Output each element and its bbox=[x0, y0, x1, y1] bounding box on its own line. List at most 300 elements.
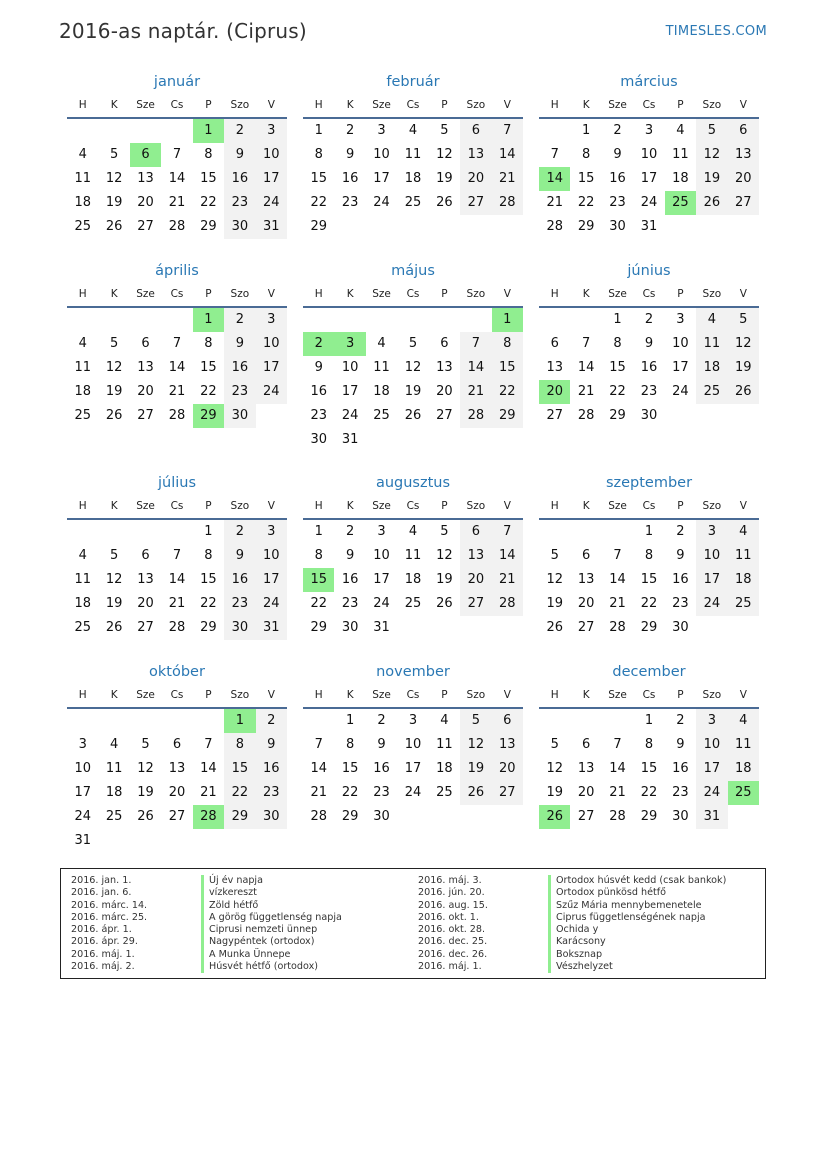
day-cell[interactable]: 18 bbox=[404, 171, 422, 186]
day-cell[interactable]: 21 bbox=[492, 167, 523, 191]
day-cell[interactable]: 14 bbox=[310, 761, 327, 776]
day-cell[interactable]: 26 bbox=[546, 620, 563, 635]
day-cell[interactable]: 22 bbox=[341, 785, 359, 800]
day-cell[interactable]: 22 bbox=[577, 195, 595, 210]
day-cell[interactable]: 5 bbox=[109, 147, 119, 162]
day-cell[interactable]: 4 bbox=[408, 524, 418, 539]
day-cell[interactable]: 8 bbox=[345, 737, 355, 752]
day-cell[interactable]: 5 bbox=[440, 524, 449, 539]
day-cell[interactable]: 13 bbox=[137, 572, 154, 587]
day-cell[interactable]: 9 bbox=[224, 143, 255, 167]
day-cell[interactable]: 20 bbox=[436, 384, 453, 399]
day-cell[interactable]: 20 bbox=[137, 195, 154, 210]
day-cell[interactable]: 10 bbox=[640, 147, 658, 162]
day-cell[interactable]: 13 bbox=[460, 544, 491, 568]
day-cell[interactable]: 24 bbox=[696, 781, 727, 805]
day-cell[interactable]: 4 bbox=[728, 520, 759, 544]
day-cell[interactable]: 3 bbox=[377, 524, 386, 539]
day-cell[interactable]: 12 bbox=[436, 548, 453, 563]
day-cell[interactable]: 9 bbox=[224, 332, 255, 356]
day-cell[interactable]: 1 bbox=[492, 308, 523, 332]
day-cell[interactable]: 14 bbox=[539, 167, 570, 191]
day-cell[interactable]: 20 bbox=[577, 596, 595, 611]
day-cell[interactable]: 6 bbox=[172, 737, 182, 752]
day-cell[interactable]: 15 bbox=[224, 757, 255, 781]
day-cell[interactable]: 23 bbox=[672, 785, 689, 800]
day-cell[interactable]: 28 bbox=[460, 404, 491, 428]
day-cell[interactable]: 29 bbox=[492, 404, 523, 428]
day-cell[interactable]: 17 bbox=[696, 757, 727, 781]
day-cell[interactable]: 1 bbox=[644, 713, 654, 728]
day-cell[interactable]: 13 bbox=[546, 360, 563, 375]
brand-link[interactable]: TIMESLES.COM bbox=[665, 24, 767, 39]
day-cell[interactable]: 26 bbox=[105, 219, 123, 234]
day-cell[interactable]: 7 bbox=[314, 737, 323, 752]
day-cell[interactable]: 29 bbox=[577, 219, 595, 234]
day-cell[interactable]: 23 bbox=[609, 195, 626, 210]
day-cell[interactable]: 28 bbox=[492, 592, 523, 616]
day-cell[interactable]: 21 bbox=[168, 195, 186, 210]
day-cell[interactable]: 24 bbox=[404, 785, 422, 800]
day-cell[interactable]: 3 bbox=[334, 332, 365, 356]
day-cell[interactable]: 26 bbox=[105, 620, 123, 635]
day-cell[interactable]: 15 bbox=[492, 356, 523, 380]
day-cell[interactable]: 20 bbox=[460, 167, 491, 191]
day-cell[interactable]: 22 bbox=[200, 384, 217, 399]
day-cell[interactable]: 5 bbox=[460, 709, 491, 733]
day-cell[interactable]: 11 bbox=[696, 332, 727, 356]
day-cell[interactable]: 21 bbox=[310, 785, 327, 800]
day-cell[interactable]: 19 bbox=[404, 384, 422, 399]
day-cell[interactable]: 19 bbox=[105, 195, 123, 210]
day-cell[interactable]: 1 bbox=[193, 119, 224, 143]
day-cell[interactable]: 2 bbox=[345, 123, 355, 138]
day-cell[interactable]: 13 bbox=[728, 143, 759, 167]
day-cell[interactable]: 27 bbox=[460, 592, 491, 616]
day-cell[interactable]: 30 bbox=[256, 805, 287, 829]
day-cell[interactable]: 5 bbox=[141, 737, 150, 752]
day-cell[interactable]: 19 bbox=[436, 171, 453, 186]
day-cell[interactable]: 16 bbox=[672, 761, 689, 776]
day-cell[interactable]: 5 bbox=[440, 123, 449, 138]
day-cell[interactable]: 31 bbox=[640, 219, 658, 234]
day-cell[interactable]: 1 bbox=[314, 123, 323, 138]
day-cell[interactable]: 6 bbox=[141, 336, 150, 351]
day-cell[interactable]: 15 bbox=[577, 171, 595, 186]
day-cell[interactable]: 8 bbox=[492, 332, 523, 356]
day-cell[interactable]: 13 bbox=[492, 733, 523, 757]
day-cell[interactable]: 16 bbox=[672, 572, 689, 587]
day-cell[interactable]: 23 bbox=[341, 195, 359, 210]
day-cell[interactable]: 3 bbox=[644, 123, 654, 138]
day-cell[interactable]: 13 bbox=[436, 360, 453, 375]
day-cell[interactable]: 12 bbox=[137, 761, 154, 776]
day-cell[interactable]: 11 bbox=[74, 171, 91, 186]
day-cell[interactable]: 8 bbox=[581, 147, 591, 162]
day-cell[interactable]: 26 bbox=[728, 380, 759, 404]
day-cell[interactable]: 20 bbox=[460, 568, 491, 592]
day-cell[interactable]: 30 bbox=[341, 620, 359, 635]
day-cell[interactable]: 31 bbox=[74, 833, 91, 848]
day-cell[interactable]: 8 bbox=[204, 147, 213, 162]
day-cell[interactable]: 7 bbox=[581, 336, 591, 351]
day-cell[interactable]: 14 bbox=[168, 360, 186, 375]
day-cell[interactable]: 10 bbox=[341, 360, 359, 375]
day-cell[interactable]: 20 bbox=[539, 380, 570, 404]
day-cell[interactable]: 30 bbox=[672, 809, 689, 824]
day-cell[interactable]: 27 bbox=[460, 191, 491, 215]
day-cell[interactable]: 2 bbox=[644, 312, 654, 327]
day-cell[interactable]: 18 bbox=[672, 171, 689, 186]
day-cell[interactable]: 27 bbox=[436, 408, 453, 423]
day-cell[interactable]: 7 bbox=[172, 548, 182, 563]
day-cell[interactable]: 6 bbox=[460, 520, 491, 544]
day-cell[interactable]: 16 bbox=[224, 356, 255, 380]
day-cell[interactable]: 18 bbox=[105, 785, 123, 800]
day-cell[interactable]: 23 bbox=[224, 191, 255, 215]
day-cell[interactable]: 25 bbox=[728, 781, 759, 805]
day-cell[interactable]: 21 bbox=[546, 195, 563, 210]
day-cell[interactable]: 8 bbox=[204, 548, 213, 563]
day-cell[interactable]: 20 bbox=[168, 785, 186, 800]
day-cell[interactable]: 21 bbox=[168, 596, 186, 611]
day-cell[interactable]: 24 bbox=[672, 384, 689, 399]
day-cell[interactable]: 12 bbox=[404, 360, 422, 375]
day-cell[interactable]: 28 bbox=[609, 809, 626, 824]
day-cell[interactable]: 29 bbox=[310, 620, 327, 635]
day-cell[interactable]: 2 bbox=[377, 713, 386, 728]
day-cell[interactable]: 8 bbox=[613, 336, 622, 351]
day-cell[interactable]: 4 bbox=[728, 709, 759, 733]
day-cell[interactable]: 22 bbox=[609, 384, 626, 399]
day-cell[interactable]: 6 bbox=[581, 548, 591, 563]
day-cell[interactable]: 10 bbox=[256, 332, 287, 356]
day-cell[interactable]: 25 bbox=[436, 785, 453, 800]
day-cell[interactable]: 25 bbox=[404, 195, 422, 210]
day-cell[interactable]: 6 bbox=[141, 548, 150, 563]
day-cell[interactable]: 11 bbox=[373, 360, 390, 375]
day-cell[interactable]: 9 bbox=[345, 548, 355, 563]
day-cell[interactable]: 30 bbox=[640, 408, 658, 423]
day-cell[interactable]: 3 bbox=[696, 709, 727, 733]
day-cell[interactable]: 25 bbox=[74, 408, 91, 423]
day-cell[interactable]: 18 bbox=[74, 195, 91, 210]
day-cell[interactable]: 2 bbox=[224, 308, 255, 332]
day-cell[interactable]: 28 bbox=[577, 408, 595, 423]
day-cell[interactable]: 25 bbox=[373, 408, 390, 423]
day-cell[interactable]: 9 bbox=[613, 147, 622, 162]
day-cell[interactable]: 17 bbox=[373, 171, 390, 186]
day-cell[interactable]: 23 bbox=[256, 781, 287, 805]
day-cell[interactable]: 30 bbox=[609, 219, 626, 234]
day-cell[interactable]: 21 bbox=[577, 384, 595, 399]
day-cell[interactable]: 28 bbox=[546, 219, 563, 234]
day-cell[interactable]: 17 bbox=[256, 568, 287, 592]
day-cell[interactable]: 28 bbox=[168, 219, 186, 234]
day-cell[interactable]: 4 bbox=[440, 713, 449, 728]
day-cell[interactable]: 22 bbox=[640, 596, 658, 611]
day-cell[interactable]: 18 bbox=[404, 572, 422, 587]
day-cell[interactable]: 12 bbox=[546, 761, 563, 776]
day-cell[interactable]: 5 bbox=[408, 336, 418, 351]
day-cell[interactable]: 23 bbox=[224, 380, 255, 404]
day-cell[interactable]: 6 bbox=[728, 119, 759, 143]
day-cell[interactable]: 12 bbox=[460, 733, 491, 757]
day-cell[interactable]: 19 bbox=[137, 785, 154, 800]
day-cell[interactable]: 28 bbox=[168, 408, 186, 423]
day-cell[interactable]: 6 bbox=[130, 143, 161, 167]
day-cell[interactable]: 22 bbox=[200, 195, 217, 210]
day-cell[interactable]: 26 bbox=[460, 781, 491, 805]
day-cell[interactable]: 5 bbox=[550, 548, 559, 563]
day-cell[interactable]: 11 bbox=[404, 147, 422, 162]
day-cell[interactable]: 5 bbox=[550, 737, 559, 752]
day-cell[interactable]: 7 bbox=[492, 520, 523, 544]
day-cell[interactable]: 18 bbox=[74, 384, 91, 399]
day-cell[interactable]: 17 bbox=[672, 360, 689, 375]
day-cell[interactable]: 17 bbox=[341, 384, 359, 399]
day-cell[interactable]: 20 bbox=[728, 167, 759, 191]
day-cell[interactable]: 29 bbox=[341, 809, 359, 824]
day-cell[interactable]: 2 bbox=[303, 332, 334, 356]
day-cell[interactable]: 20 bbox=[137, 384, 154, 399]
day-cell[interactable]: 17 bbox=[696, 568, 727, 592]
day-cell[interactable]: 25 bbox=[105, 809, 123, 824]
day-cell[interactable]: 9 bbox=[676, 548, 685, 563]
day-cell[interactable]: 16 bbox=[310, 384, 327, 399]
day-cell[interactable]: 7 bbox=[550, 147, 559, 162]
day-cell[interactable]: 2 bbox=[676, 713, 685, 728]
day-cell[interactable]: 19 bbox=[460, 757, 491, 781]
day-cell[interactable]: 30 bbox=[373, 809, 390, 824]
day-cell[interactable]: 14 bbox=[168, 171, 186, 186]
day-cell[interactable]: 17 bbox=[256, 356, 287, 380]
day-cell[interactable]: 1 bbox=[613, 312, 622, 327]
day-cell[interactable]: 27 bbox=[492, 781, 523, 805]
day-cell[interactable]: 19 bbox=[105, 384, 123, 399]
day-cell[interactable]: 13 bbox=[577, 572, 595, 587]
day-cell[interactable]: 19 bbox=[546, 785, 563, 800]
day-cell[interactable]: 7 bbox=[613, 737, 622, 752]
day-cell[interactable]: 8 bbox=[314, 548, 323, 563]
day-cell[interactable]: 6 bbox=[581, 737, 591, 752]
day-cell[interactable]: 20 bbox=[492, 757, 523, 781]
day-cell[interactable]: 14 bbox=[168, 572, 186, 587]
day-cell[interactable]: 25 bbox=[74, 620, 91, 635]
day-cell[interactable]: 19 bbox=[546, 596, 563, 611]
day-cell[interactable]: 21 bbox=[492, 568, 523, 592]
day-cell[interactable]: 19 bbox=[696, 167, 727, 191]
day-cell[interactable]: 5 bbox=[728, 308, 759, 332]
day-cell[interactable]: 1 bbox=[193, 308, 224, 332]
day-cell[interactable]: 9 bbox=[314, 360, 323, 375]
day-cell[interactable]: 17 bbox=[256, 167, 287, 191]
day-cell[interactable]: 28 bbox=[168, 620, 186, 635]
day-cell[interactable]: 11 bbox=[74, 360, 91, 375]
day-cell[interactable]: 27 bbox=[137, 408, 154, 423]
day-cell[interactable]: 4 bbox=[78, 336, 87, 351]
day-cell[interactable]: 23 bbox=[224, 592, 255, 616]
day-cell[interactable]: 4 bbox=[109, 737, 119, 752]
day-cell[interactable]: 31 bbox=[373, 620, 390, 635]
day-cell[interactable]: 3 bbox=[696, 520, 727, 544]
day-cell[interactable]: 27 bbox=[168, 809, 186, 824]
day-cell[interactable]: 29 bbox=[224, 805, 255, 829]
day-cell[interactable]: 3 bbox=[256, 520, 287, 544]
day-cell[interactable]: 18 bbox=[728, 568, 759, 592]
day-cell[interactable]: 11 bbox=[404, 548, 422, 563]
day-cell[interactable]: 24 bbox=[256, 592, 287, 616]
day-cell[interactable]: 28 bbox=[609, 620, 626, 635]
day-cell[interactable]: 5 bbox=[109, 336, 119, 351]
day-cell[interactable]: 23 bbox=[373, 785, 390, 800]
day-cell[interactable]: 10 bbox=[672, 336, 689, 351]
day-cell[interactable]: 31 bbox=[256, 215, 287, 239]
day-cell[interactable]: 21 bbox=[168, 384, 186, 399]
day-cell[interactable]: 24 bbox=[256, 191, 287, 215]
day-cell[interactable]: 22 bbox=[310, 596, 327, 611]
day-cell[interactable]: 12 bbox=[728, 332, 759, 356]
day-cell[interactable]: 30 bbox=[224, 616, 255, 640]
day-cell[interactable]: 4 bbox=[78, 548, 87, 563]
day-cell[interactable]: 15 bbox=[200, 572, 217, 587]
day-cell[interactable]: 4 bbox=[696, 308, 727, 332]
day-cell[interactable]: 1 bbox=[345, 713, 355, 728]
day-cell[interactable]: 27 bbox=[137, 620, 154, 635]
day-cell[interactable]: 7 bbox=[492, 119, 523, 143]
day-cell[interactable]: 4 bbox=[408, 123, 418, 138]
day-cell[interactable]: 16 bbox=[373, 761, 390, 776]
day-cell[interactable]: 11 bbox=[672, 147, 689, 162]
day-cell[interactable]: 29 bbox=[640, 809, 658, 824]
day-cell[interactable]: 16 bbox=[640, 360, 658, 375]
day-cell[interactable]: 3 bbox=[256, 308, 287, 332]
day-cell[interactable]: 22 bbox=[224, 781, 255, 805]
day-cell[interactable]: 16 bbox=[224, 568, 255, 592]
day-cell[interactable]: 12 bbox=[105, 360, 123, 375]
day-cell[interactable]: 9 bbox=[224, 544, 255, 568]
day-cell[interactable]: 27 bbox=[577, 620, 595, 635]
day-cell[interactable]: 4 bbox=[676, 123, 685, 138]
day-cell[interactable]: 29 bbox=[310, 219, 327, 234]
day-cell[interactable]: 29 bbox=[200, 620, 217, 635]
day-cell[interactable]: 24 bbox=[373, 195, 390, 210]
day-cell[interactable]: 12 bbox=[105, 572, 123, 587]
day-cell[interactable]: 23 bbox=[310, 408, 327, 423]
day-cell[interactable]: 14 bbox=[492, 143, 523, 167]
day-cell[interactable]: 2 bbox=[345, 524, 355, 539]
day-cell[interactable]: 11 bbox=[74, 572, 91, 587]
day-cell[interactable]: 11 bbox=[728, 544, 759, 568]
day-cell[interactable]: 1 bbox=[204, 524, 213, 539]
day-cell[interactable]: 17 bbox=[404, 761, 422, 776]
day-cell[interactable]: 26 bbox=[436, 195, 453, 210]
day-cell[interactable]: 31 bbox=[696, 805, 727, 829]
day-cell[interactable]: 14 bbox=[577, 360, 595, 375]
day-cell[interactable]: 10 bbox=[256, 143, 287, 167]
day-cell[interactable]: 15 bbox=[609, 360, 626, 375]
day-cell[interactable]: 16 bbox=[341, 171, 359, 186]
day-cell[interactable]: 18 bbox=[373, 384, 390, 399]
day-cell[interactable]: 7 bbox=[204, 737, 213, 752]
day-cell[interactable]: 2 bbox=[613, 123, 622, 138]
day-cell[interactable]: 30 bbox=[224, 404, 255, 428]
day-cell[interactable]: 10 bbox=[373, 548, 390, 563]
day-cell[interactable]: 15 bbox=[640, 572, 658, 587]
day-cell[interactable]: 26 bbox=[696, 191, 727, 215]
day-cell[interactable]: 17 bbox=[74, 785, 91, 800]
day-cell[interactable]: 27 bbox=[137, 219, 154, 234]
day-cell[interactable]: 6 bbox=[440, 336, 449, 351]
day-cell[interactable]: 15 bbox=[200, 171, 217, 186]
day-cell[interactable]: 8 bbox=[644, 548, 654, 563]
day-cell[interactable]: 10 bbox=[696, 544, 727, 568]
day-cell[interactable]: 26 bbox=[539, 805, 570, 829]
day-cell[interactable]: 31 bbox=[256, 616, 287, 640]
day-cell[interactable]: 8 bbox=[224, 733, 255, 757]
day-cell[interactable]: 18 bbox=[728, 757, 759, 781]
day-cell[interactable]: 1 bbox=[314, 524, 323, 539]
day-cell[interactable]: 28 bbox=[492, 191, 523, 215]
day-cell[interactable]: 16 bbox=[341, 572, 359, 587]
day-cell[interactable]: 22 bbox=[640, 785, 658, 800]
day-cell[interactable]: 3 bbox=[676, 312, 685, 327]
day-cell[interactable]: 6 bbox=[492, 709, 523, 733]
day-cell[interactable]: 10 bbox=[373, 147, 390, 162]
day-cell[interactable]: 28 bbox=[193, 805, 224, 829]
day-cell[interactable]: 1 bbox=[644, 524, 654, 539]
day-cell[interactable]: 16 bbox=[256, 757, 287, 781]
day-cell[interactable]: 30 bbox=[310, 432, 327, 447]
day-cell[interactable]: 21 bbox=[460, 380, 491, 404]
day-cell[interactable]: 15 bbox=[303, 568, 334, 592]
day-cell[interactable]: 6 bbox=[550, 336, 559, 351]
day-cell[interactable]: 23 bbox=[672, 596, 689, 611]
day-cell[interactable]: 25 bbox=[728, 592, 759, 616]
day-cell[interactable]: 26 bbox=[436, 596, 453, 611]
day-cell[interactable]: 6 bbox=[460, 119, 491, 143]
day-cell[interactable]: 29 bbox=[640, 620, 658, 635]
day-cell[interactable]: 11 bbox=[728, 733, 759, 757]
day-cell[interactable]: 21 bbox=[200, 785, 217, 800]
day-cell[interactable]: 24 bbox=[640, 195, 658, 210]
day-cell[interactable]: 31 bbox=[341, 432, 359, 447]
day-cell[interactable]: 3 bbox=[78, 737, 87, 752]
day-cell[interactable]: 15 bbox=[640, 761, 658, 776]
day-cell[interactable]: 27 bbox=[546, 408, 563, 423]
day-cell[interactable]: 23 bbox=[640, 384, 658, 399]
day-cell[interactable]: 14 bbox=[609, 572, 626, 587]
day-cell[interactable]: 3 bbox=[256, 119, 287, 143]
day-cell[interactable]: 11 bbox=[105, 761, 123, 776]
day-cell[interactable]: 16 bbox=[224, 167, 255, 191]
day-cell[interactable]: 19 bbox=[105, 596, 123, 611]
day-cell[interactable]: 19 bbox=[728, 356, 759, 380]
day-cell[interactable]: 8 bbox=[314, 147, 323, 162]
day-cell[interactable]: 1 bbox=[224, 709, 255, 733]
day-cell[interactable]: 14 bbox=[460, 356, 491, 380]
day-cell[interactable]: 9 bbox=[256, 733, 287, 757]
day-cell[interactable]: 13 bbox=[137, 171, 154, 186]
day-cell[interactable]: 3 bbox=[377, 123, 386, 138]
day-cell[interactable]: 22 bbox=[310, 195, 327, 210]
day-cell[interactable]: 3 bbox=[408, 713, 418, 728]
day-cell[interactable]: 18 bbox=[74, 596, 91, 611]
day-cell[interactable]: 30 bbox=[672, 620, 689, 635]
day-cell[interactable]: 7 bbox=[172, 336, 182, 351]
day-cell[interactable]: 15 bbox=[200, 360, 217, 375]
day-cell[interactable]: 24 bbox=[74, 809, 91, 824]
